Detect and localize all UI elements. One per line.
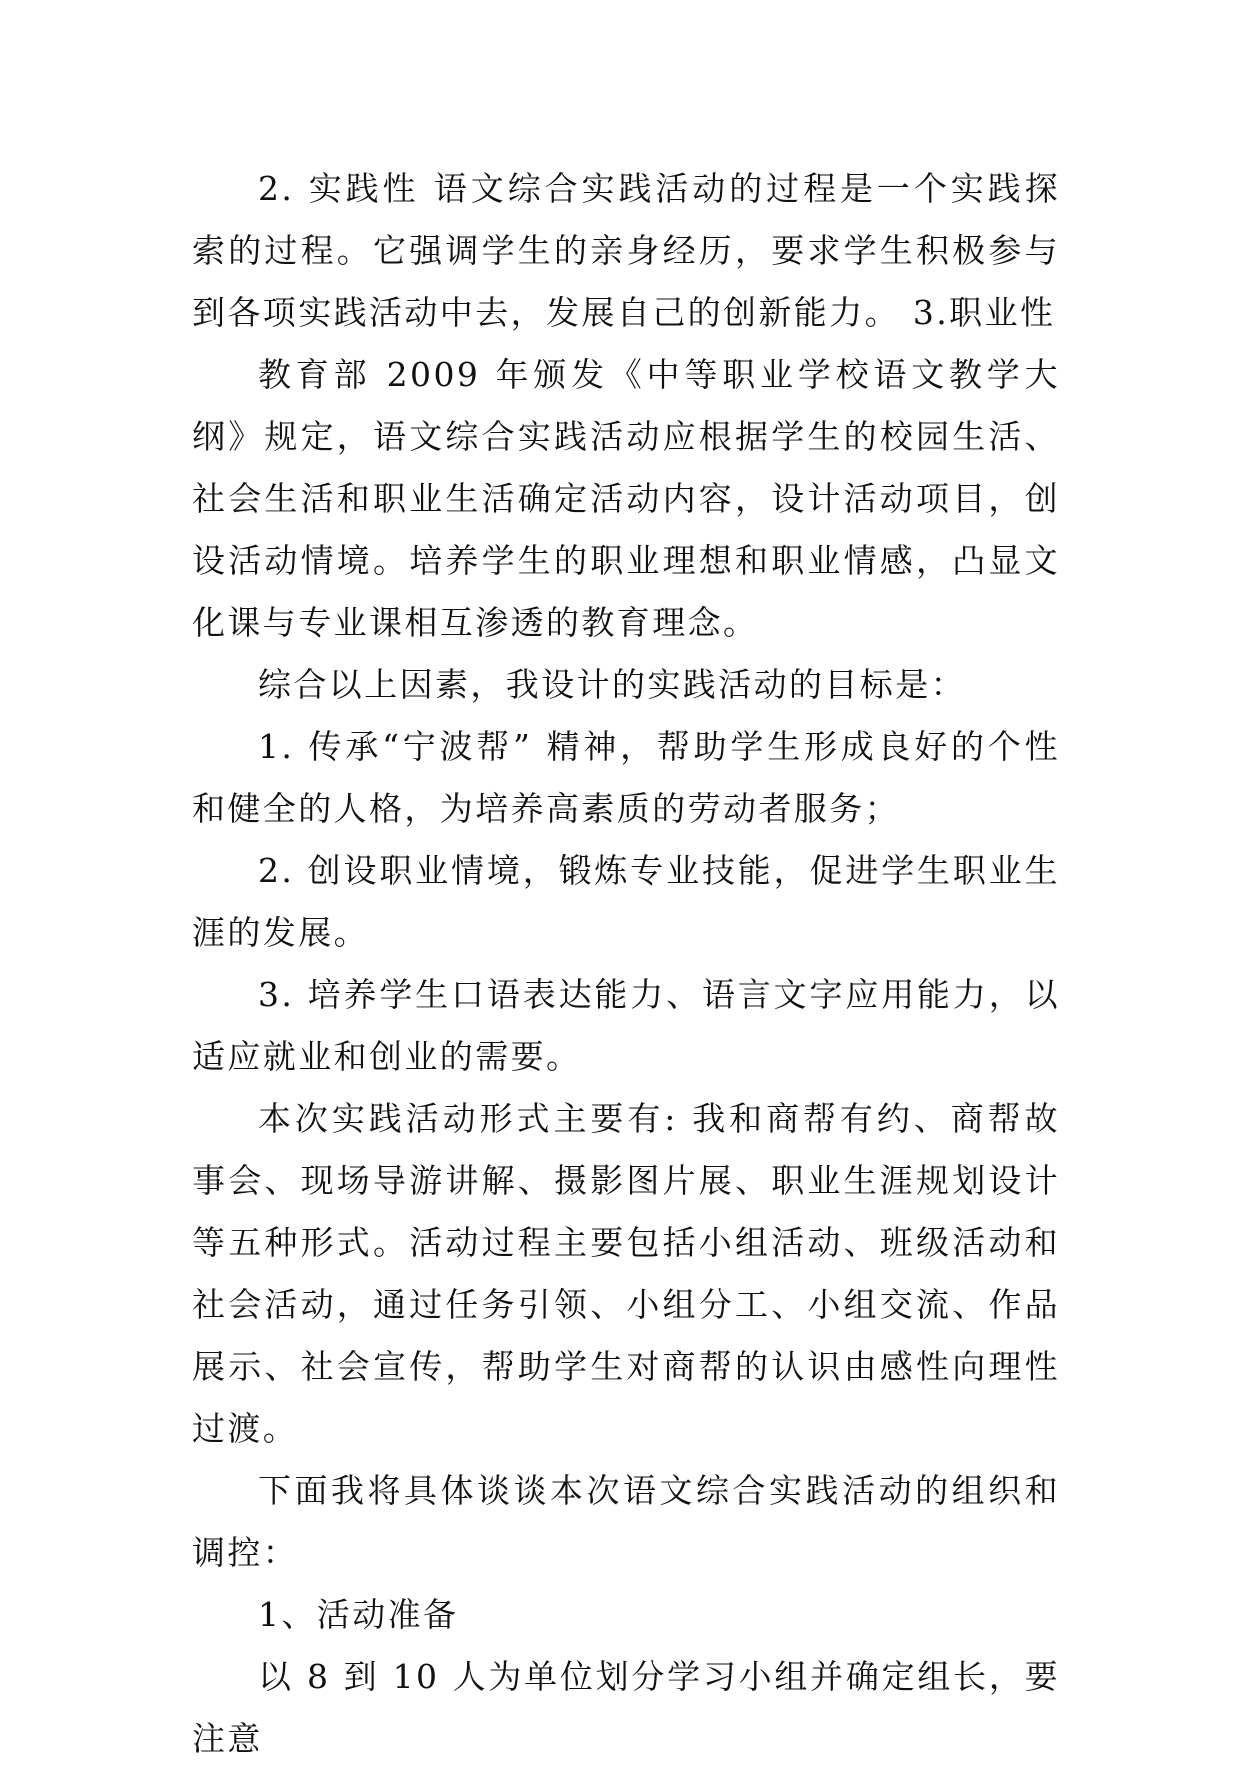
paragraph-goals-intro: 综合以上因素，我设计的实践活动的目标是：	[258, 665, 966, 704]
paragraph-goal-2: 2. 创设职业情境，锻炼专业技能，促进学生职业生涯的发展。	[192, 851, 1060, 952]
paragraph-syllabus: 教育部 2009 年颁发《中等职业学校语文教学大纲》规定，语文综合实践活动应根据学生的校园生活、社会生活和职业生活确定活动内容，设计活动项目，创设活动情境。培养学生的职业理想和职业情感，凸显文化课与专业课相互渗透的教育理念。	[192, 355, 1060, 642]
paragraph-goal-3: 3. 培养学生口语表达能力、语言文字应用能力，以适应就业和创业的需要。	[192, 975, 1060, 1076]
paragraph-organization-intro: 下面我将具体谈谈本次语文综合实践活动的组织和调控：	[192, 1471, 1060, 1572]
paragraph-activity-forms: 本次实践活动形式主要有: 我和商帮有约、商帮故事会、现场导游讲解、摄影图片展、职业生涯规划设计等五种形式。活动过程主要包括小组活动、班级活动和社会活动，通过任务引领、小组分工、小组交流、作品展示、社会宣传，帮助学生对商帮的认识由感性向理性过渡。	[192, 1099, 1060, 1448]
document-body	[192, 158, 1060, 1770]
paragraph-grouping: 以 8 到 10 人为单位划分学习小组并确定组长，要注意	[192, 1657, 1060, 1758]
section-heading-preparation: 1、活动准备	[258, 1595, 459, 1634]
paragraph-goal-1: 1. 传承“宁波帮” 精神，帮助学生形成良好的个性和健全的人格，为培养高素质的劳动者服务；	[192, 727, 1060, 828]
paragraph-practicality: 2. 实践性 语文综合实践活动的过程是一个实践探索的过程。它强调学生的亲身经历，要求学生积极参与到各项实践活动中去，发展自己的创新能力。 3.职业性	[192, 169, 1060, 332]
